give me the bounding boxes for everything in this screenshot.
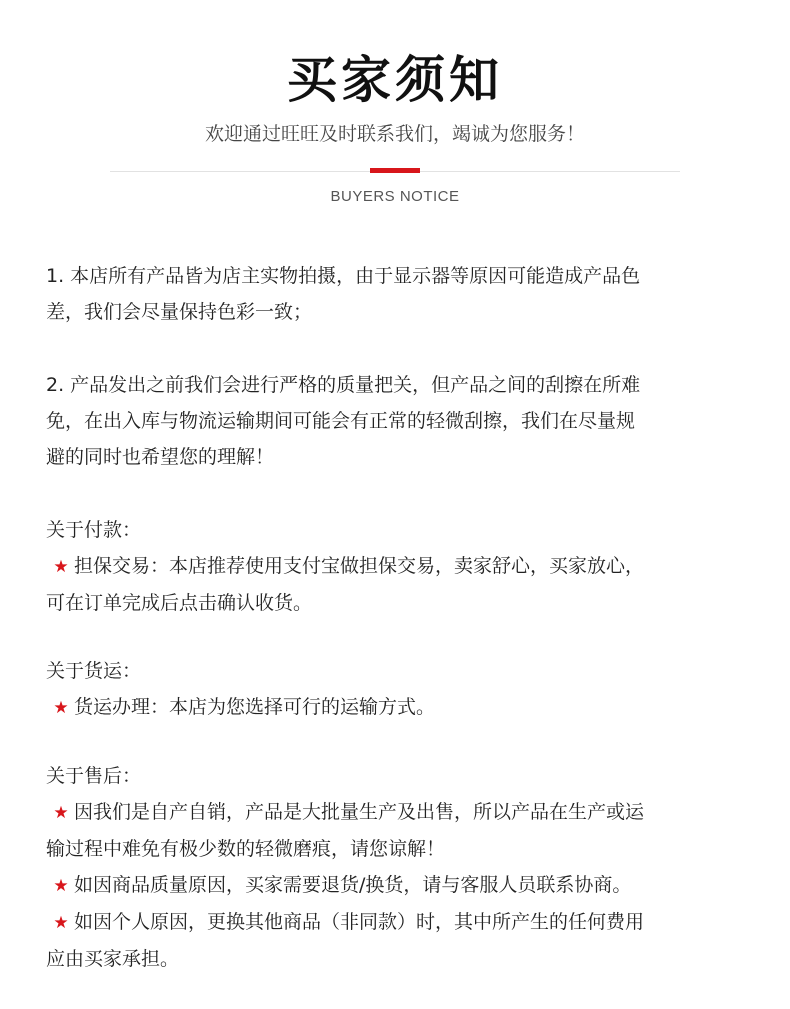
star-icon: ★ [53,913,69,933]
text-line: ★ 如因商品质量原因，买家需要退货/换货，请与客服人员联系协商。 [46,867,754,904]
text-line: ★ 担保交易：本店推荐使用支付宝做担保交易，卖家舒心，买家放心， [46,548,754,585]
text-line: 避的同时也希望您的理解！ [46,446,275,468]
section-after-sales [46,758,754,977]
page-subtitle: 欢迎通过旺旺及时联系我们，竭诚为您服务！ [204,123,585,145]
star-icon: ★ [53,803,69,823]
accent-bar [370,168,420,173]
bullet-item [46,794,754,867]
text-line: 1. 本店所有产品皆为店主实物拍摄，由于显示器等原因可能造成产品色 [46,265,641,287]
text-line: 免，在出入库与物流运输期间可能会有正常的轻微刮擦，我们在尽量规 [46,410,636,432]
star-icon: ★ [53,698,69,718]
text-line: 输过程中难免有极少数的轻微磨痕，请您谅解！ [46,838,446,860]
bullet-item [46,867,754,904]
notice-content [46,258,754,1009]
notice-item-1 [46,258,754,330]
notice-item-2 [46,367,754,475]
text-line: 2. 产品发出之前我们会进行严格的质量把关，但产品之间的刮擦在所难 [46,374,641,396]
section-title: 关于货运： [46,660,142,682]
bullet-item [46,904,754,977]
text-line: ★ 因我们是自产自销，产品是大批量生产及出售，所以产品在生产或运 [46,794,754,831]
bullet-item [46,548,754,621]
text-line: ★ 货运办理：本店为您选择可行的运输方式。 [46,689,754,726]
star-icon: ★ [53,876,69,896]
text-line: 差，我们会尽量保持色彩一致； [46,301,313,323]
header [0,0,790,220]
english-heading: BUYERS NOTICE [330,188,460,205]
section-payment [46,512,754,621]
star-icon: ★ [53,557,69,577]
section-title: 关于付款： [46,519,142,541]
section-shipping [46,653,754,726]
text-line: 应由买家承担。 [46,948,180,970]
section-title: 关于售后： [46,765,142,787]
text-line: ★ 如因个人原因，更换其他商品（非同款）时，其中所产生的任何费用 [46,904,754,941]
page-title: 买家须知 [287,51,503,109]
text-line: 可在订单完成后点击确认收货。 [46,592,313,614]
bullet-item [46,689,754,726]
